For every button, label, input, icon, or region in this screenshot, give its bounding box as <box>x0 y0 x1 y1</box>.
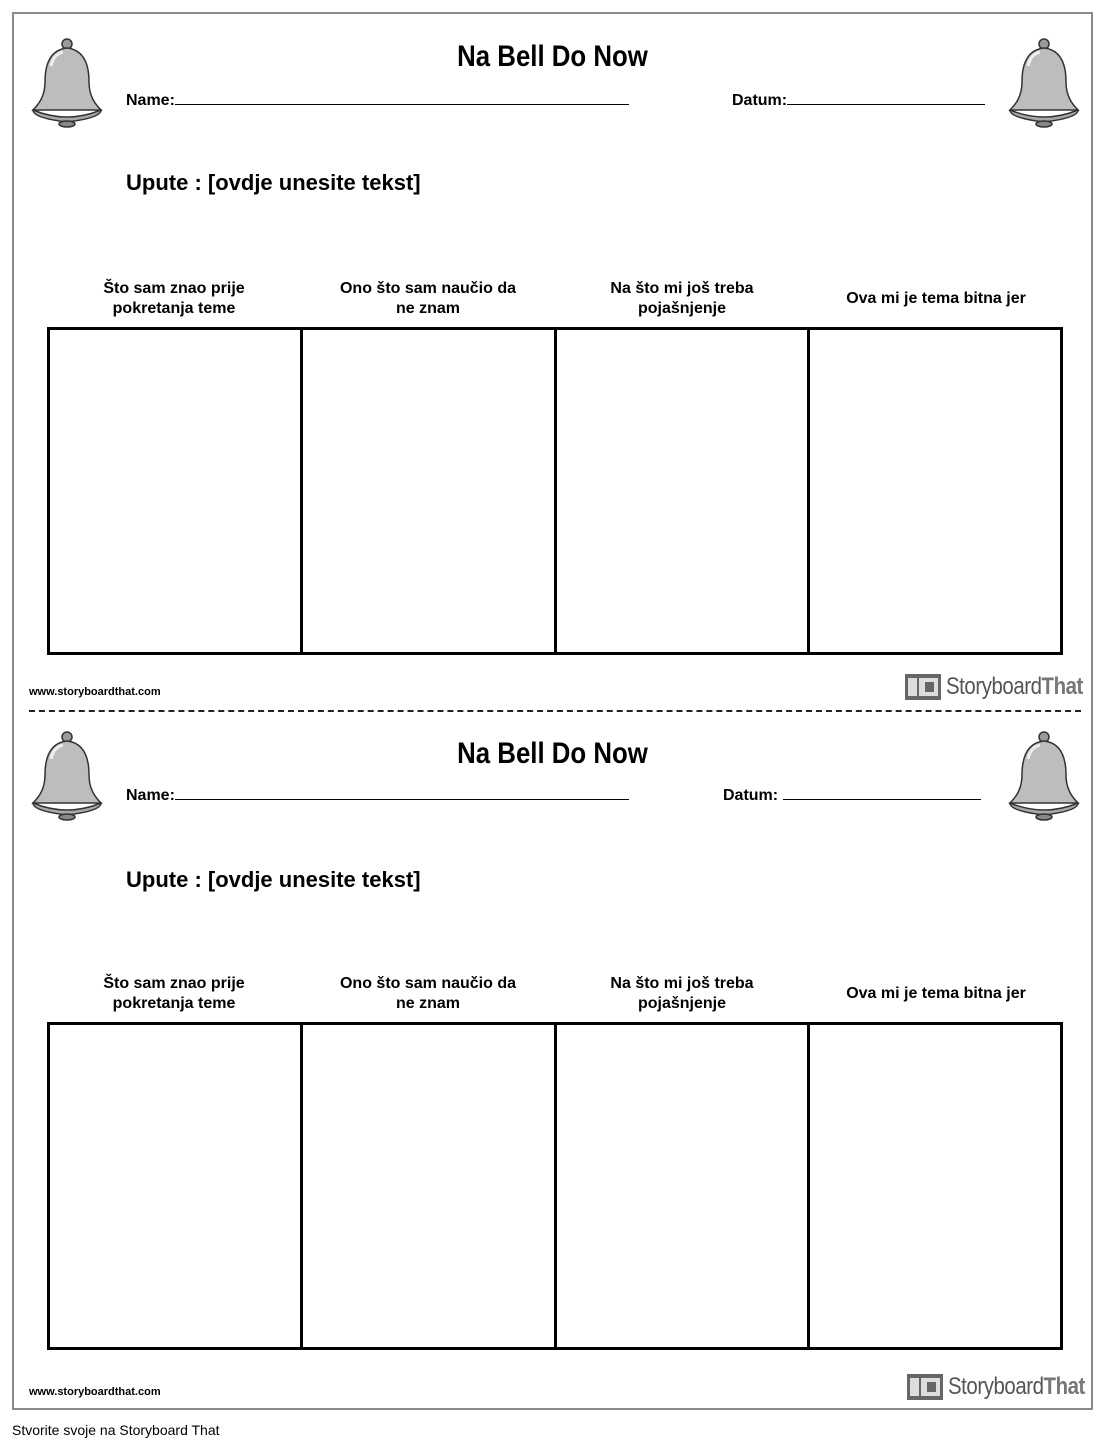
response-cell[interactable] <box>810 330 1060 652</box>
column-headers <box>47 969 1063 1019</box>
date-label: Datum: <box>732 92 788 109</box>
worksheet-top <box>14 14 1091 709</box>
instructions: Upute : [ovdje unesite tekst] <box>126 867 421 892</box>
response-cell[interactable] <box>50 1025 303 1347</box>
date-field[interactable] <box>723 785 981 805</box>
response-grid <box>47 1022 1063 1350</box>
bell-icon <box>1006 729 1082 821</box>
response-cell[interactable] <box>810 1025 1060 1347</box>
date-line[interactable] <box>783 785 981 800</box>
worksheet-title: Na Bell Do Now <box>457 737 648 770</box>
column-header: Ova mi je tema bitna jer <box>846 290 1026 307</box>
storyboard-logo-icon <box>904 673 942 701</box>
name-field[interactable] <box>126 785 629 805</box>
storyboardthat-logo <box>906 1372 1107 1402</box>
footer-link[interactable]: Stvorite svoje na Storyboard That <box>12 1422 220 1438</box>
column-header: Što sam znao prije pokretanja teme <box>103 280 245 317</box>
storyboard-logo-icon <box>906 1373 944 1401</box>
response-cell[interactable] <box>303 330 556 652</box>
date-field[interactable] <box>732 90 985 110</box>
website-link[interactable]: www.storyboardthat.com <box>29 686 161 698</box>
column-header: Na što mi još treba pojašnjenje <box>610 280 754 317</box>
column-header: Ono što sam naučio da ne znam <box>339 280 517 317</box>
name-label: Name: <box>126 787 175 804</box>
column-header: Na što mi još treba pojašnjenje <box>610 975 754 1012</box>
worksheet-title: Na Bell Do Now <box>457 40 648 73</box>
response-cell[interactable] <box>557 330 810 652</box>
column-header: Ova mi je tema bitna jer <box>846 985 1026 1002</box>
name-line[interactable] <box>175 785 629 800</box>
brand-text <box>946 673 1083 701</box>
response-cell[interactable] <box>557 1025 810 1347</box>
worksheet-bottom <box>14 709 1091 1404</box>
storyboardthat-logo <box>904 672 1107 702</box>
date-label: Datum: <box>723 787 779 804</box>
column-header: Ono što sam naučio da ne znam <box>339 975 517 1012</box>
column-header: Što sam znao prije pokretanja teme <box>103 975 245 1012</box>
response-cell[interactable] <box>50 330 303 652</box>
response-cell[interactable] <box>303 1025 556 1347</box>
instructions: Upute : [ovdje unesite tekst] <box>126 170 421 195</box>
brand-text <box>948 1373 1085 1401</box>
bell-icon <box>1006 36 1082 128</box>
name-label: Name: <box>126 92 175 109</box>
brand-part1: Storyboard <box>946 673 1042 700</box>
website-link[interactable]: www.storyboardthat.com <box>29 1386 161 1398</box>
column-headers <box>47 274 1063 324</box>
name-field[interactable] <box>126 90 629 110</box>
brand-part2: That <box>1041 673 1083 700</box>
brand-part1: Storyboard <box>948 1373 1044 1400</box>
worksheet-page <box>12 12 1093 1410</box>
response-grid <box>47 327 1063 655</box>
brand-part2: That <box>1043 1373 1085 1400</box>
date-line[interactable] <box>787 90 985 105</box>
name-line[interactable] <box>175 90 629 105</box>
